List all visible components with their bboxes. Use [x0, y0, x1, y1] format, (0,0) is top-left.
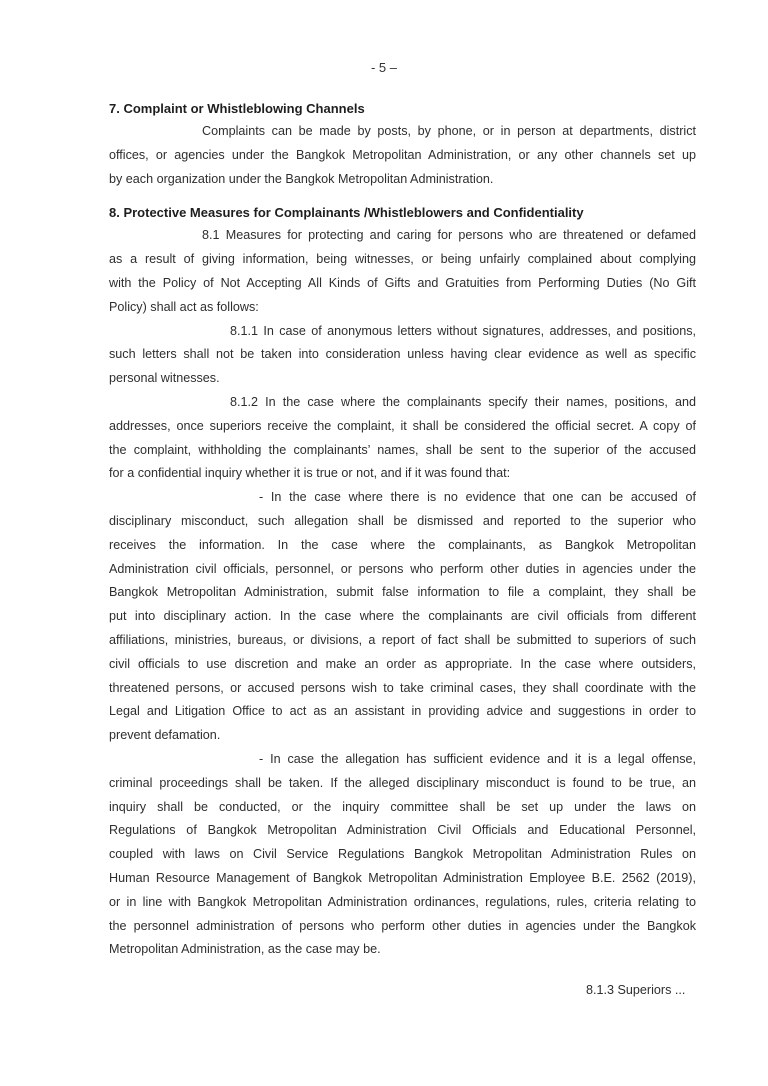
text-line: - In the case where there is no evidence that one can be accused of — [259, 490, 696, 505]
text-line: Complaints can be made by posts, by phone, or in person at departments, district — [202, 124, 696, 138]
text-line: prevent defamation. — [109, 728, 221, 743]
text-line: Administration civil officials, personnel, or persons who perform other duties in agencies under the — [109, 561, 696, 576]
text-line: personal witnesses. — [109, 371, 220, 386]
text-line: 8.1.2 In the case where the complainants specify their names, positions, and — [230, 394, 696, 409]
section-heading-7: 7. Complaint or Whistleblowing Channels — [109, 101, 365, 116]
section-heading-8: 8. Protective Measures for Complainants /Whistleblowers and Confidentiality — [109, 205, 584, 221]
text-line: criminal proceedings shall be taken. If the alleged disciplinary misconduct is found to be true, an — [109, 775, 696, 790]
text-line: civil officials to use discretion and make an order as appropriate. In the case where outsiders, — [109, 656, 696, 671]
page-number: - 5 – — [370, 60, 397, 75]
text-line: 8.1.1 In case of anonymous letters without signatures, addresses, and positions, — [230, 323, 696, 338]
section-spacer — [109, 191, 696, 201]
text-line: receives the information. In the case where the complainants, as Bangkok Metropolitan — [109, 537, 696, 552]
text-line: Bangkok Metropolitan Administration, submit false information to file a complaint, they shall be — [109, 585, 696, 600]
paragraph-8-1-1 — [109, 320, 696, 391]
text-line: - In case the allegation has sufficient evidence and it is a legal offense, — [259, 751, 696, 766]
text-line: by each organization under the Bangkok Metropolitan Administration. — [109, 171, 494, 186]
text-line: Metropolitan Administration, as the case may be. — [109, 942, 381, 957]
continuation-note: 8.1.3 Superiors ... — [586, 983, 686, 997]
text-line: disciplinary misconduct, such allegation shall be dismissed and reported to the superior who — [109, 513, 696, 528]
text-line: Legal and Litigation Office to act as an assistant in providing advice and suggestions in order to — [109, 704, 696, 719]
text-line: for a confidential inquiry whether it is true or not, and if it was found that: — [109, 466, 511, 481]
paragraph-8-1 — [109, 224, 696, 319]
text-line: Policy) shall act as follows: — [109, 299, 259, 314]
text-line: or in line with Bangkok Metropolitan Administration ordinances, regulations, rules, criteria relating to — [109, 894, 696, 909]
paragraph-8-1-2 — [109, 391, 696, 486]
text-line: offices, or agencies under the Bangkok Metropolitan Administration, or any other channels set up — [109, 147, 696, 162]
text-line: inquiry shall be conducted, or the inquiry committee shall be set up under the laws on — [109, 799, 696, 814]
text-line: threatened persons, or accused persons wish to take criminal cases, they shall coordinate with the — [109, 680, 696, 695]
text-line: put into disciplinary action. In the case where the complainants are civil officials from different — [109, 609, 696, 624]
text-line: as a result of giving information, being witnesses, or being unfairly complained about complying — [109, 252, 696, 267]
paragraph-complaint-channels — [109, 120, 696, 191]
text-line: Human Resource Management of Bangkok Metropolitan Administration Employee B.E. 2562 (2019), — [109, 870, 696, 885]
text-line: affiliations, ministries, bureaus, or divisions, a report of fact shall be submitted to superiors of such — [109, 632, 696, 647]
paragraph-bullet-sufficient-evidence — [109, 748, 696, 962]
text-line: the complaint, withholding the complainants’ names, shall be sent to the superior of the accused — [109, 442, 696, 457]
text-line: coupled with laws on Civil Service Regulations Bangkok Metropolitan Administration Rules on — [109, 847, 696, 862]
text-line: addresses, once superiors receive the complaint, it shall be considered the official secret. A copy of — [109, 418, 696, 433]
document-body — [109, 97, 696, 962]
text-line: with the Policy of Not Accepting All Kinds of Gifts and Gratuities from Performing Duties (No Gift — [109, 275, 696, 290]
text-line: Regulations of Bangkok Metropolitan Administration Civil Officials and Educational Personnel, — [109, 823, 696, 838]
text-line: such letters shall not be taken into consideration unless having clear evidence as well as specific — [109, 347, 696, 362]
paragraph-bullet-no-evidence — [109, 486, 696, 748]
text-line: the personnel administration of persons who perform other duties in agencies under the Bangkok — [109, 918, 696, 933]
text-line: 8.1 Measures for protecting and caring for persons who are threatened or defamed — [202, 228, 696, 243]
